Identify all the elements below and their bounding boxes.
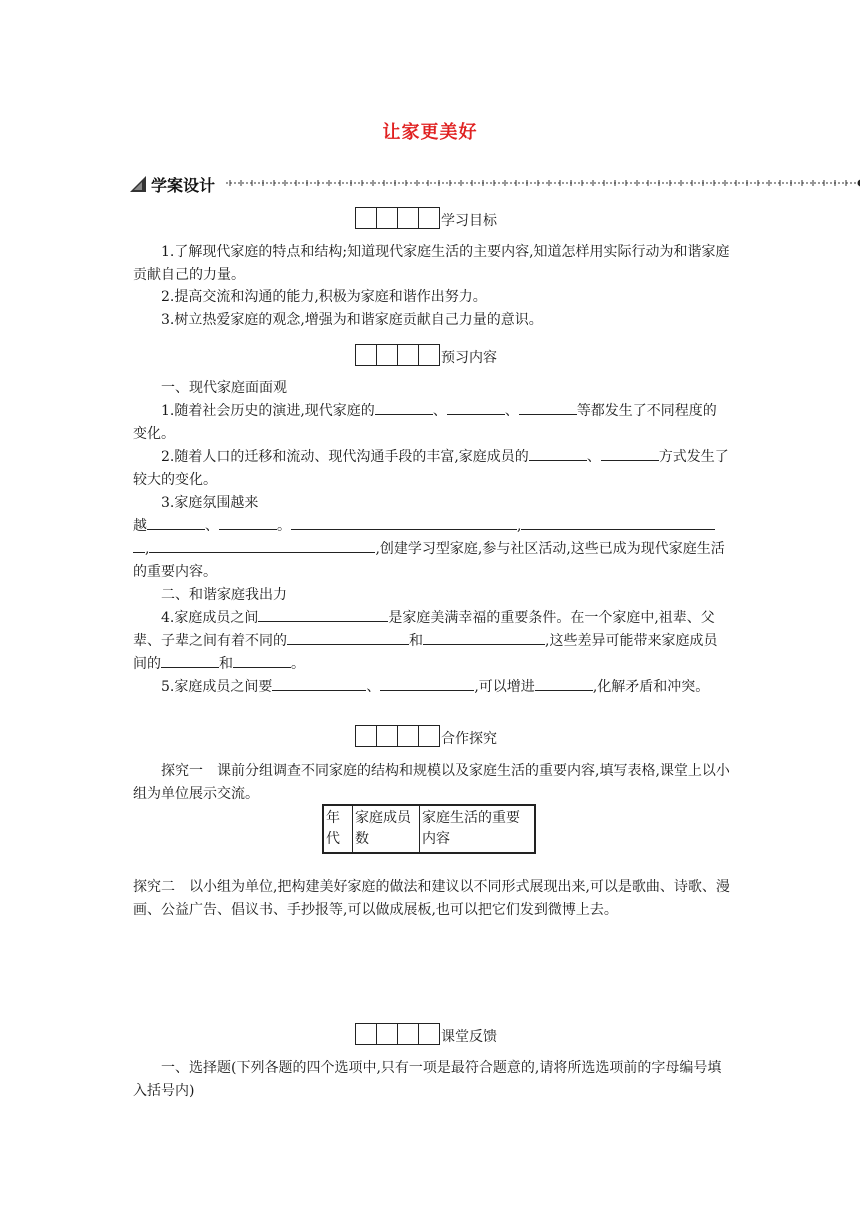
preview-q3: 越 、 。 , , ,创建学习型家庭,参与社区活动,这些已成为现代家庭生活的重要内容。 (133, 515, 730, 584)
blank[interactable] (521, 515, 715, 530)
blank[interactable] (147, 515, 205, 530)
blank[interactable] (133, 538, 145, 553)
explore-task-1: 探究一 课前分组调查不同家庭的结构和规模以及家庭生活的重要内容,填写表格,课堂上以小组为单位展示交流。 (133, 763, 730, 802)
dotted-rule (226, 172, 860, 194)
section-header (130, 172, 860, 194)
blank[interactable] (380, 676, 474, 691)
blank[interactable] (287, 630, 409, 645)
preview-q2: 2.随着人口的迁移和流动、现代沟通手段的丰富,家庭成员的 、 方式发生了较大的变化。 (133, 446, 730, 492)
feedback-choice-intro: 一、选择题(下列各题的四个选项中,只有一项是最符合题意的,请将所选选项前的字母编号填入括号内) (133, 1060, 722, 1099)
blank[interactable] (423, 630, 545, 645)
preview-q4: 4.家庭成员之间 是家庭美满幸福的重要条件。在一个家庭中,祖辈、父辈、子辈之间有着不同的 和 ,这些差异可能带来家庭成员间的 和 。 (133, 607, 730, 676)
heading-preview: 预习内容 (355, 342, 497, 366)
goal-3: 3.树立热爱家庭的观念,增强为和谐家庭贡献自己力量的意识。 (161, 312, 543, 328)
heading-feedback: 课堂反馈 (355, 1021, 497, 1045)
preview-q3-lead: 3.家庭氛围越来 (161, 495, 259, 511)
blank[interactable] (149, 538, 375, 553)
preview-part1-title: 一、现代家庭面面观 (161, 380, 287, 396)
blank[interactable] (219, 515, 277, 530)
table-header-cell: 家庭生活的重要内容 (420, 805, 536, 853)
preview-q5: 5.家庭成员之间要 、 ,可以增进 ,化解矛盾和冲突。 (133, 676, 730, 699)
goal-1: 1.了解现代家庭的特点和结构;知道现代家庭生活的主要内容,知道怎样用实际行动为和谐家庭贡献自己的力量。 (133, 244, 730, 283)
heading-explore: 合作探究 (355, 723, 497, 747)
blank[interactable] (272, 676, 366, 691)
survey-table (322, 804, 536, 854)
goal-2: 2.提高交流和沟通的能力,积极为家庭和谐作出努力。 (161, 289, 487, 305)
blank[interactable] (233, 653, 291, 668)
blank[interactable] (161, 653, 219, 668)
blank[interactable] (529, 446, 587, 461)
blank[interactable] (258, 607, 388, 622)
blank[interactable] (519, 400, 577, 415)
section-label: 学案设计 (151, 176, 216, 195)
box-row-icon (355, 725, 440, 747)
preview-q1: 1.随着社会历史的演进,现代家庭的 、 、 等都发生了不同程度的变化。 (133, 400, 730, 446)
heading-goals: 学习目标 (355, 205, 497, 229)
blank[interactable] (601, 446, 659, 461)
box-row-icon (355, 344, 440, 366)
table-header-cell: 年代 (323, 805, 353, 853)
blank[interactable] (291, 515, 517, 530)
blank[interactable] (535, 676, 593, 691)
page-title: 让家更美好 (382, 122, 478, 143)
blank[interactable] (447, 400, 505, 415)
table-header-cell: 家庭成员数 (353, 805, 420, 853)
box-row-icon (355, 207, 440, 229)
box-row-icon (355, 1023, 440, 1045)
explore-task-2: 探究二 以小组为单位,把构建美好家庭的做法和建议以不同形式展现出来,可以是歌曲、诗歌、漫画、公益广告、倡议书、手抄报等,可以做成展板,也可以把它们发到微博上去。 (133, 879, 730, 918)
preview-part2-title: 二、和谐家庭我出力 (161, 587, 287, 603)
blank[interactable] (375, 400, 433, 415)
table-row (323, 805, 535, 853)
